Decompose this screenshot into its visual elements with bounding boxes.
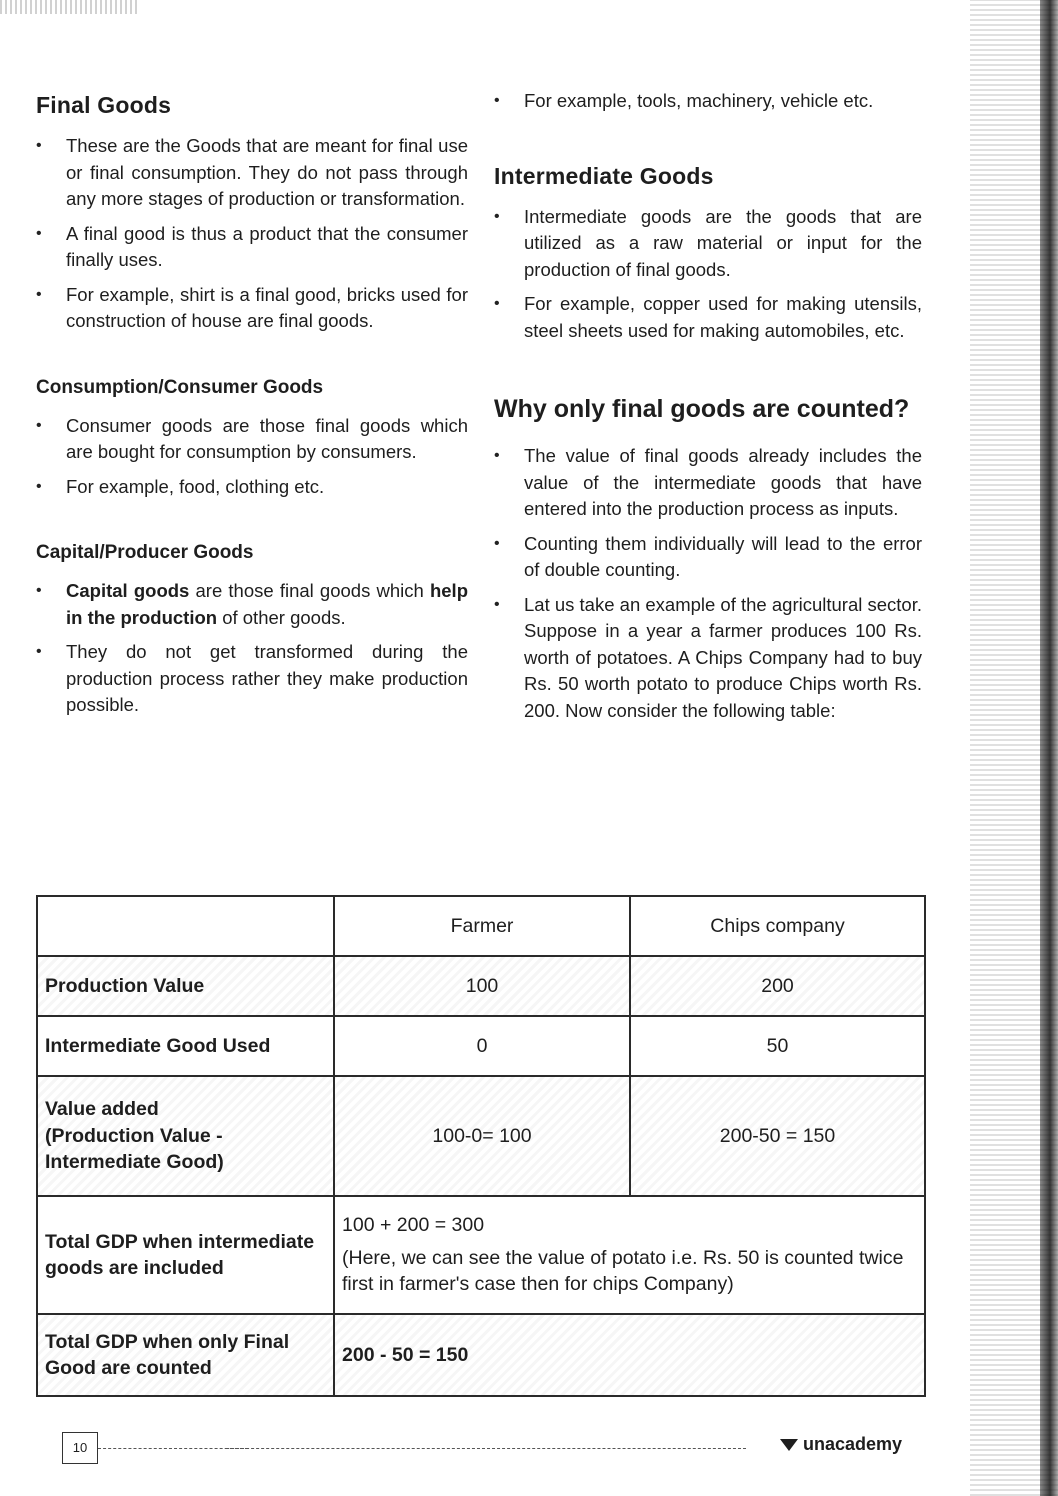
list-item: • Lat us take an example of the agricultural sector. Suppose in a year a farmer produces 100 Rs. worth of potatoes. A Chips Company had to buy Rs. 50 worth potato to produce Chips worth Rs. 200. Now consider the following table:	[494, 592, 922, 725]
table-row	[37, 1016, 925, 1076]
continued-list	[494, 88, 922, 115]
scan-corner-noise	[0, 0, 140, 14]
list-item: • A final good is thus a product that the consumer finally uses.	[36, 221, 468, 274]
table-row	[37, 1196, 925, 1314]
intermediate-goods-list	[494, 204, 922, 345]
brand-name: unacademy	[802, 1434, 902, 1454]
gdp-intermediate-note: (Here, we can see the value of potato i.e. Rs. 50 is counted twice first in farmer's case then for chips Company)	[342, 1246, 904, 1296]
table-header-cell	[37, 896, 334, 956]
final-goods-list	[36, 133, 468, 335]
right-column	[494, 88, 922, 732]
farmer-value: 100	[334, 956, 630, 1016]
farmer-value: 0	[334, 1016, 630, 1076]
plain-text: are those final goods which	[189, 580, 430, 601]
row-label: Total GDP when intermediate goods are included	[37, 1196, 334, 1314]
list-item: • For example, shirt is a final good, bricks used for construction of house are final goods.	[36, 282, 468, 335]
why-final-heading: Why only final goods are counted?	[494, 395, 910, 423]
gdp-intermediate-cell	[334, 1196, 925, 1314]
row-label: Production Value	[37, 956, 334, 1016]
table-header-cell: Chips company	[630, 896, 925, 956]
intermediate-goods-heading: Intermediate Goods	[494, 162, 714, 189]
list-item: • For example, copper used for making utensils, steel sheets used for making automobiles, etc.	[494, 291, 922, 344]
chips-value: 200-50 = 150	[630, 1076, 925, 1196]
list-item: • Intermediate goods are the goods that are utilized as a raw material or input for the production of final goods.	[494, 204, 922, 284]
unacademy-logo-icon	[779, 1437, 799, 1453]
list-item: • These are the Goods that are meant for final use or final consumption. They do not pass through any more stages of production or transformation.	[36, 133, 468, 213]
row-label-line: Value added	[45, 1098, 159, 1121]
row-label-line: (Production Value - Intermediate Good)	[45, 1124, 224, 1174]
why-final-section	[494, 392, 922, 724]
list-item: • The value of final goods already includes the value of the intermediate goods that have entered into the production process as inputs.	[494, 443, 922, 523]
row-label: Intermediate Good Used	[37, 1016, 334, 1076]
brand	[779, 1434, 902, 1455]
capital-goods-section	[36, 542, 468, 719]
final-goods-section	[36, 92, 468, 335]
page-number: 10	[62, 1432, 98, 1464]
chips-value: 200	[630, 956, 925, 1016]
gdp-final-value: 200 - 50 = 150	[334, 1314, 925, 1396]
table-row	[37, 1076, 925, 1196]
bold-term: help in the production	[66, 580, 468, 628]
table-header-row	[37, 896, 925, 956]
footer-divider	[226, 1448, 746, 1449]
list-item: • Counting them individually will lead to the error of double counting.	[494, 531, 922, 584]
list-item: • For example, food, clothing etc.	[36, 474, 468, 501]
why-final-list	[494, 443, 922, 724]
gdp-intermediate-value: 100 + 200 = 300	[342, 1214, 485, 1237]
list-item: • Consumer goods are those final goods which are bought for consumption by consumers.	[36, 413, 468, 466]
table-header-cell: Farmer	[334, 896, 630, 956]
list-item	[36, 578, 468, 631]
chips-value: 50	[630, 1016, 925, 1076]
list-item: • They do not get transformed during the production process rather they make production possible.	[36, 639, 468, 719]
scan-edge-shadow	[970, 0, 1058, 1496]
row-label	[37, 1076, 334, 1196]
plain-text: of other goods.	[217, 606, 346, 628]
final-goods-heading: Final Goods	[36, 92, 172, 118]
row-label: Total GDP when only Final Good are counted	[37, 1314, 334, 1396]
list-item: • For example, tools, machinery, vehicle etc.	[494, 88, 922, 115]
gdp-table	[36, 895, 926, 1397]
table-row	[37, 956, 925, 1016]
consumer-goods-heading: Consumption/Consumer Goods	[36, 376, 324, 398]
page-footer	[36, 1430, 924, 1466]
table-row	[37, 1314, 925, 1396]
farmer-value: 100-0= 100	[334, 1076, 630, 1196]
consumer-goods-list	[36, 413, 468, 501]
capital-goods-heading: Capital/Producer Goods	[36, 542, 254, 563]
intermediate-goods-section	[494, 163, 922, 345]
left-column	[36, 92, 468, 727]
bold-term: Capital goods	[66, 580, 190, 601]
capital-goods-list	[36, 578, 468, 719]
consumer-goods-section	[36, 377, 468, 501]
